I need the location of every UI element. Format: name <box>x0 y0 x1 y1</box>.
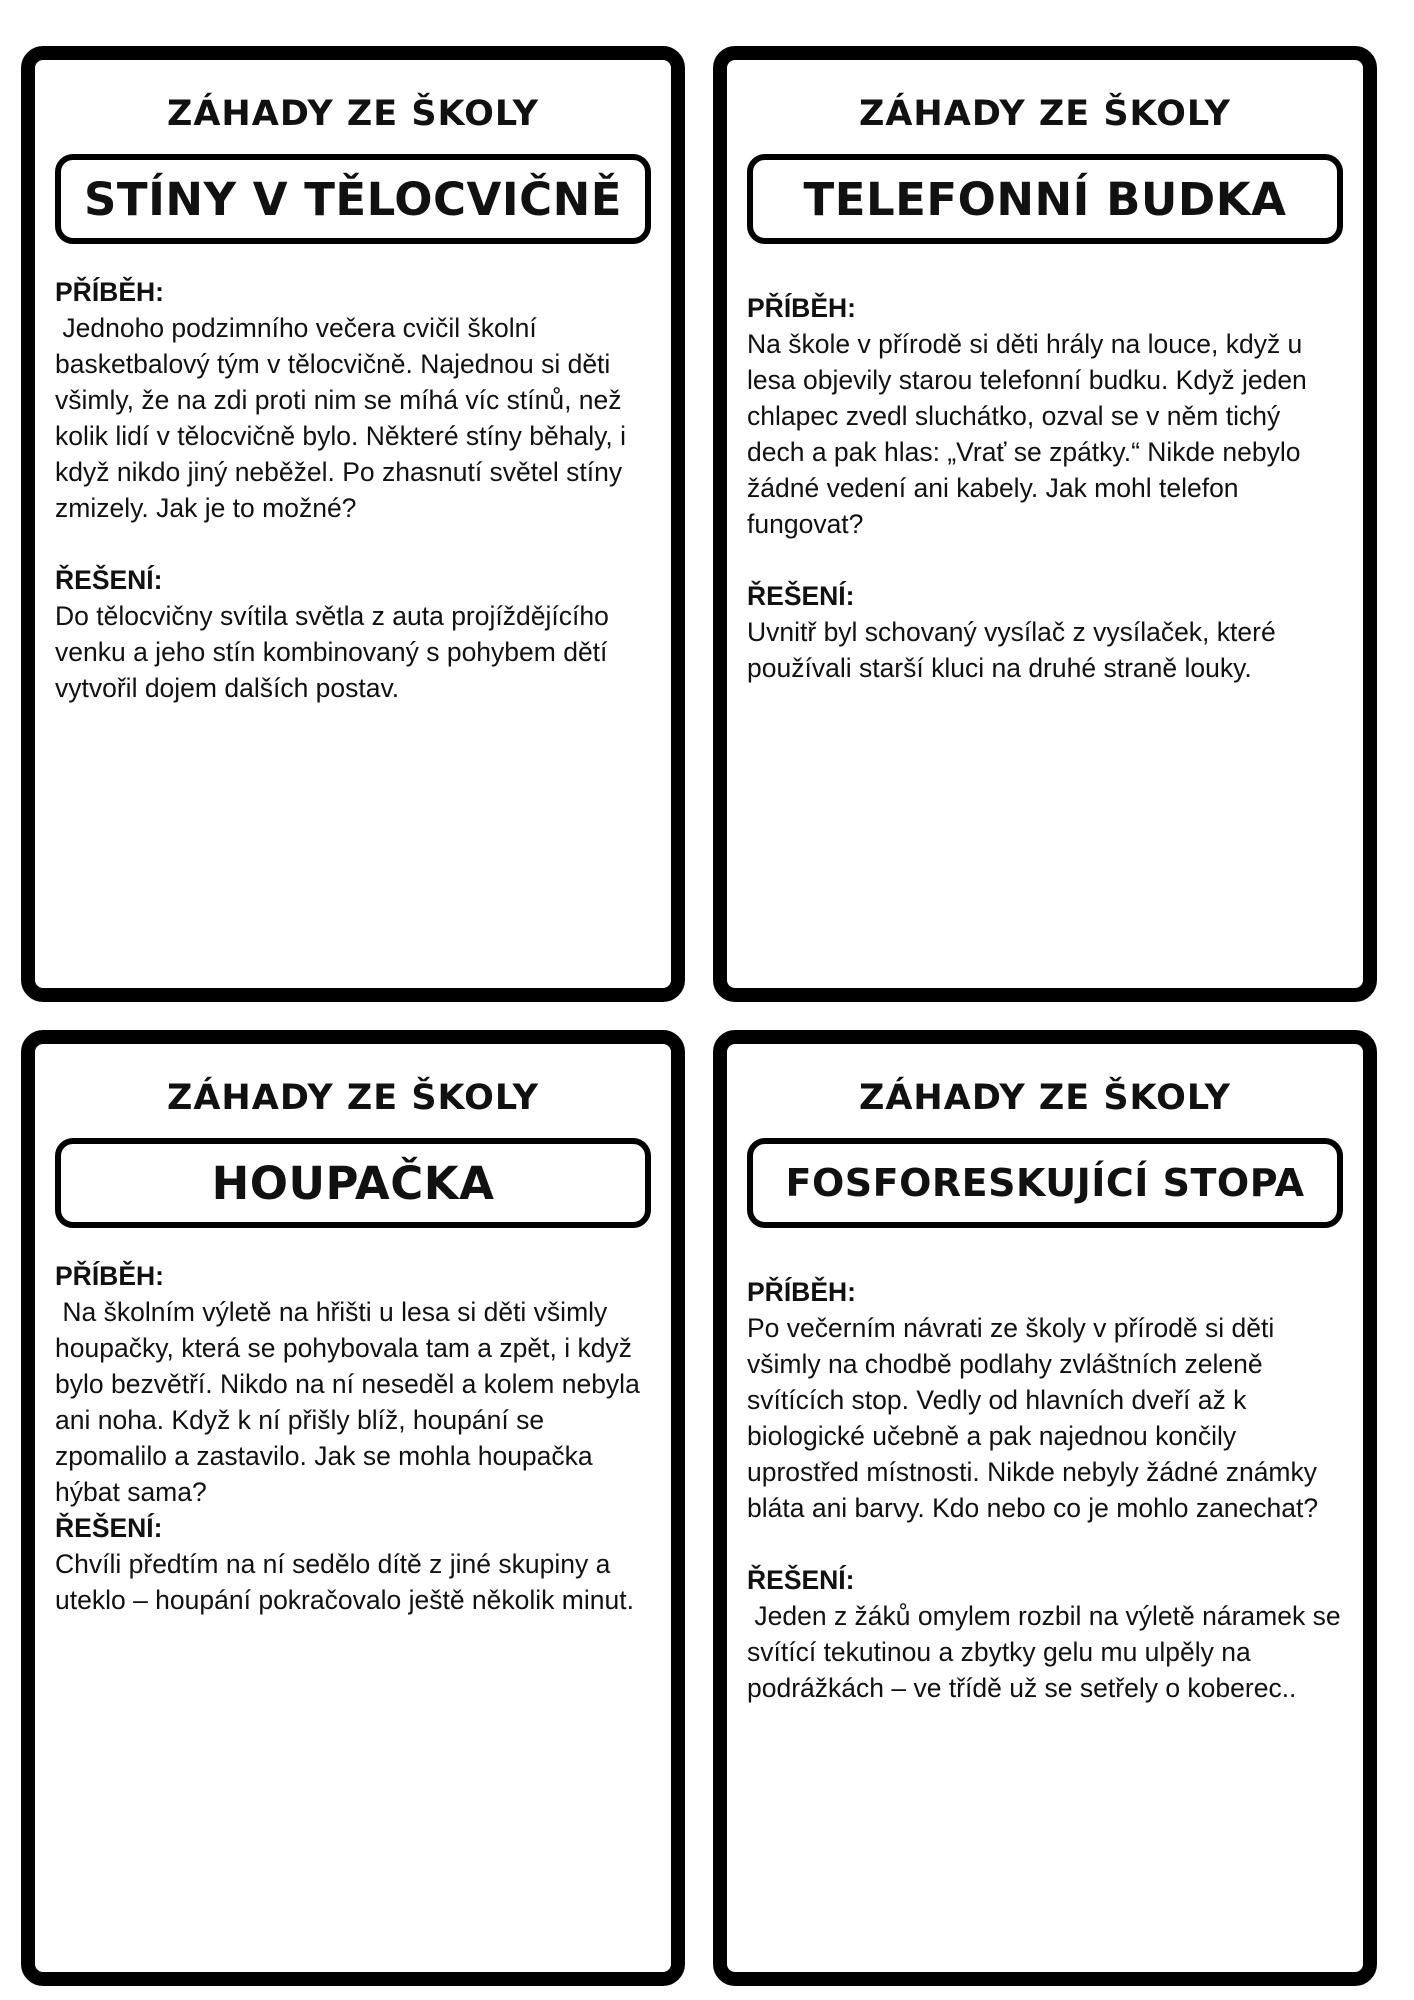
card-title: HOUPAČKA <box>55 1138 651 1228</box>
card-body <box>55 1258 653 1618</box>
solution-text: Chvíli předtím na ní sedělo dítě z jiné skupiny a uteklo – houpání pokračovalo ještě několik minut. <box>55 1549 634 1615</box>
solution-text: Do tělocvičny svítila světla z auta projíždějícího venku a jeho stín kombinovaný s pohybem dětí vytvořil dojem dalších postav. <box>55 601 609 703</box>
story-label: PŘÍBĚH: <box>55 1261 164 1291</box>
card-body <box>55 274 653 706</box>
story-text: Po večerním návrati ze školy v přírodě si děti všimly na chodbě podlahy zvláštních zeleně svítících stop. Vedly od hlavních dveří až k biologické učebně a pak najednou končily uprostřed místnosti. Nikde nebyly žádné známky bláta ani barvy. Kdo nebo co je mohlo zanechat? <box>747 1313 1319 1523</box>
solution-label: ŘEŠENÍ: <box>747 581 855 611</box>
story-label: PŘÍBĚH: <box>55 277 164 307</box>
series-heading: ZÁHADY ZE ŠKOLY <box>858 94 1232 134</box>
series-heading: ZÁHADY ZE ŠKOLY <box>166 94 540 134</box>
card-title: FOSFORESKUJÍCÍ STOPA <box>747 1138 1343 1228</box>
mystery-card-phone-booth <box>713 46 1377 1002</box>
story-label: PŘÍBĚH: <box>747 1277 856 1307</box>
card-title: STÍNY V TĚLOCVIČNĚ <box>55 154 651 244</box>
solution-text: Jeden z žáků omylem rozbil na výletě náramek se svítící tekutinou a zbytky gelu mu ulpěly na podrážkách – ve třídě už se setřely o koberec.. <box>747 1601 1348 1703</box>
story-text: Jednoho podzimního večera cvičil školní basketbalový tým v tělocvičně. Najednou si děti všimly, že na zdi proti nim se míhá víc stínů, než kolik lidí v tělocvičně bylo. Některé stíny běhaly, i když nikdo jiný neběžel. Po zhasnutí světel stíny zmizely. Jak je to možné? <box>55 313 634 523</box>
series-heading: ZÁHADY ZE ŠKOLY <box>858 1078 1232 1118</box>
mystery-card-swing <box>21 1030 685 1986</box>
card-body <box>747 1274 1348 1706</box>
story-text: Na školním výletě na hřišti u lesa si děti všimly houpačky, která se pohybovala tam a zpět, i když bylo bezvětří. Nikdo na ní neseděl a kolem nebyla ani noha. Když k ní přišly blíž, houpání se zpomalilo a zastavilo. Jak se mohla houpačka hýbat sama? <box>55 1297 648 1507</box>
mystery-card-glowing-trail <box>713 1030 1377 1986</box>
solution-text: Uvnitř byl schovaný vysílač z vysílaček, které používali starší kluci na druhé straně louky. <box>747 617 1276 683</box>
series-heading: ZÁHADY ZE ŠKOLY <box>166 1078 540 1118</box>
solution-label: ŘEŠENÍ: <box>55 565 163 595</box>
solution-label: ŘEŠENÍ: <box>747 1565 855 1595</box>
solution-label: ŘEŠENÍ: <box>55 1513 163 1543</box>
story-text: Na škole v přírodě si děti hrály na louce, když u lesa objevily starou telefonní budku. Když jeden chlapec zvedl sluchátko, ozval se v něm tichý dech a pak hlas: „Vrať se zpátky.“ Nikde nebylo žádné vedení ani kabely. Jak mohl telefon fungovat? <box>747 329 1307 539</box>
story-label: PŘÍBĚH: <box>747 293 856 323</box>
card-title: TELEFONNÍ BUDKA <box>747 154 1343 244</box>
card-body <box>747 290 1345 686</box>
mystery-card-shadows <box>21 46 685 1002</box>
